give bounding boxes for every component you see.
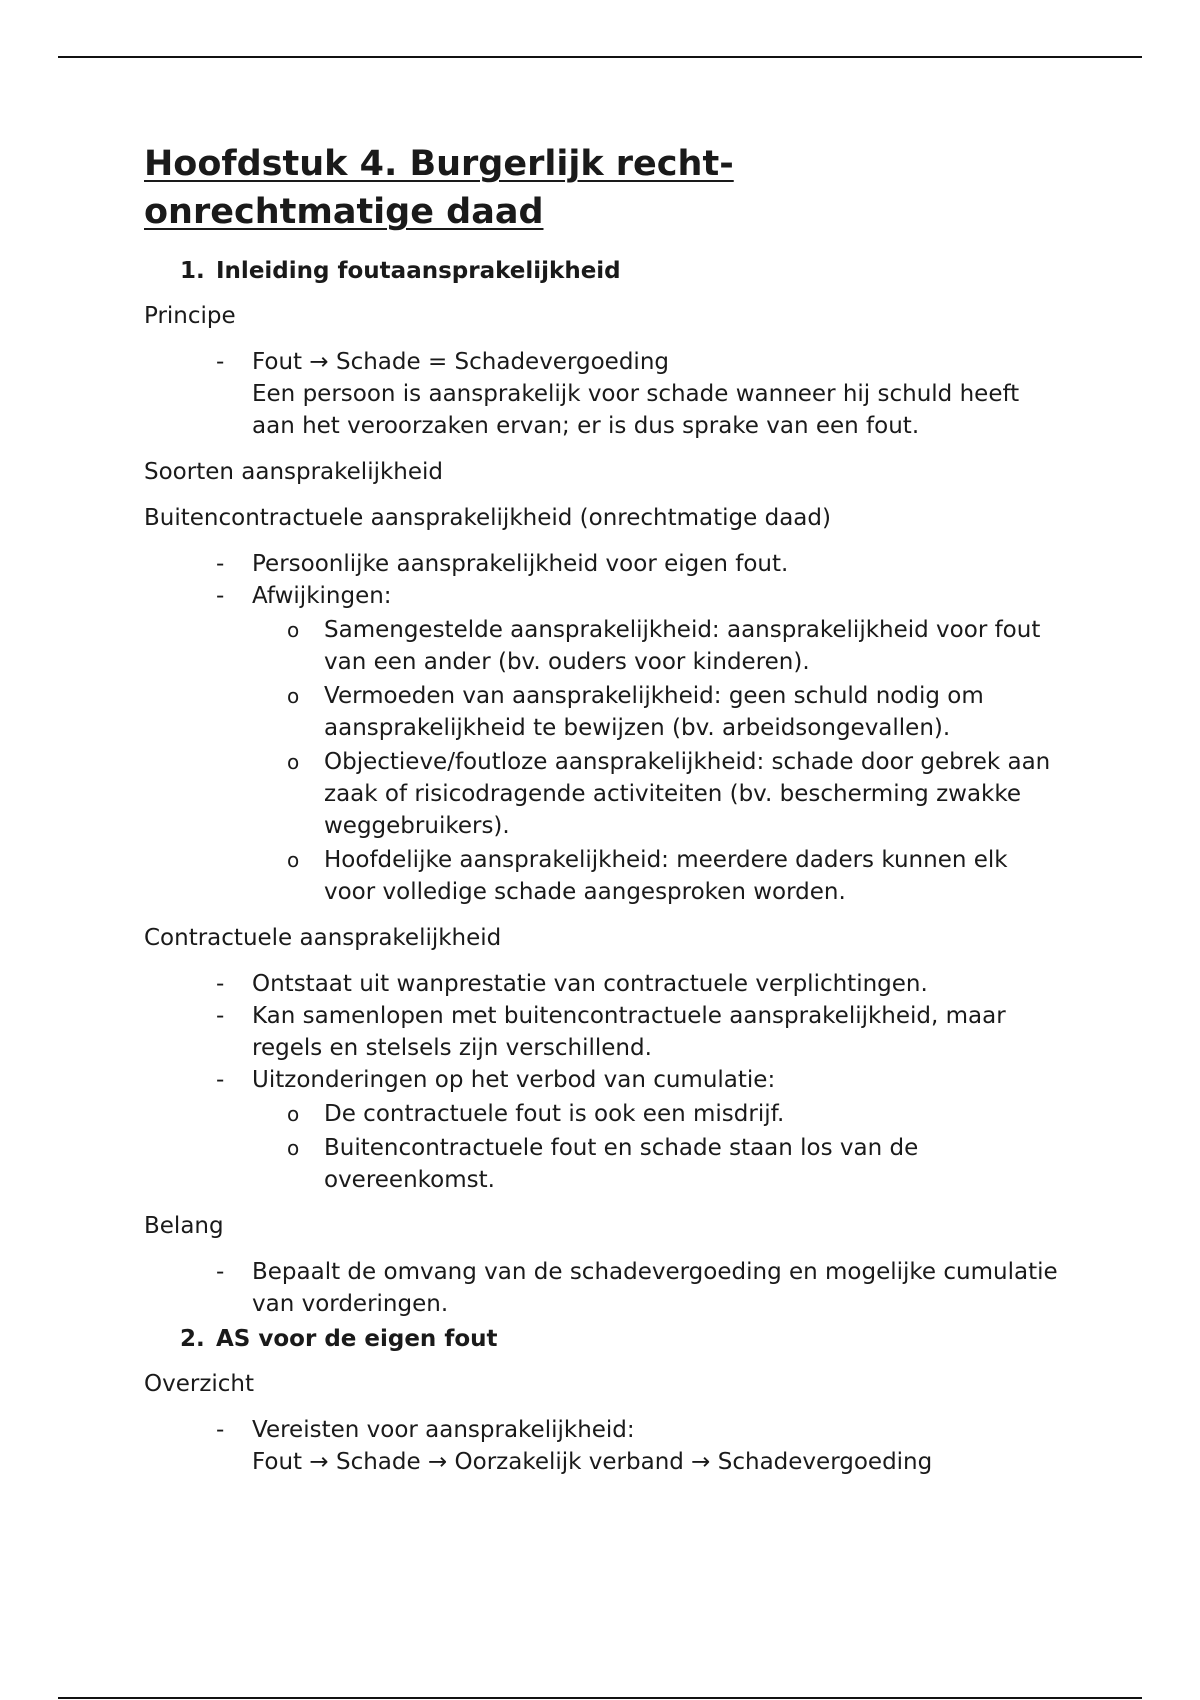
- subheading-belang: Belang: [144, 1213, 224, 1239]
- list-item: [144, 1000, 1064, 1064]
- section-number: 1.: [180, 258, 205, 284]
- dash-bullet: -: [216, 583, 225, 609]
- circle-bullet: o: [287, 750, 300, 774]
- principe-list: [144, 346, 1064, 442]
- list-item: [144, 968, 1064, 1000]
- list-item-text: Vereisten voor aansprakelijkheid:: [252, 1417, 635, 1443]
- chapter-title: [144, 140, 1064, 236]
- subheading-soorten: Soorten aansprakelijkheid: [144, 459, 444, 485]
- chapter-title-line2: onrechtmatige daad: [144, 192, 544, 232]
- afwijkingen-sublist: [252, 614, 1064, 908]
- circle-bullet: o: [287, 1102, 300, 1126]
- section-heading-1: [180, 256, 1064, 286]
- sublist-item: [252, 614, 1064, 678]
- list-item-text: Uitzonderingen op het verbod van cumulatie:: [252, 1067, 776, 1093]
- subheading-buitencontractueel: Buitencontractuele aansprakelijkheid (onrechtmatige daad): [144, 505, 831, 531]
- list-item: [144, 1256, 1064, 1320]
- list-item-text: Fout → Schade = Schadevergoeding: [252, 349, 669, 375]
- list-item: [144, 548, 1064, 580]
- circle-bullet: o: [287, 618, 300, 642]
- list-item: [144, 580, 1064, 908]
- sublist-item: [252, 1098, 1064, 1130]
- sublist-item-text: Buitencontractuele fout en schade staan los van de overeenkomst.: [324, 1135, 919, 1193]
- section-heading-text: Inleiding foutaansprakelijkheid: [216, 258, 621, 284]
- chapter-title-line1: Hoofdstuk 4. Burgerlijk recht-: [144, 144, 734, 184]
- dash-bullet: -: [216, 349, 225, 375]
- list-item: [144, 1064, 1064, 1196]
- list-item-text: Afwijkingen:: [252, 583, 392, 609]
- circle-bullet: o: [287, 684, 300, 708]
- sublist-item-text: Vermoeden van aansprakelijkheid: geen schuld nodig om aansprakelijkheid te bewijzen (bv. arbeidsongevallen).: [324, 683, 984, 741]
- list-item-text: Bepaalt de omvang van de schadevergoeding en mogelijke cumulatie van vorderingen.: [252, 1259, 1058, 1317]
- subheading-contractueel: Contractuele aansprakelijkheid: [144, 925, 502, 951]
- dash-bullet: -: [216, 971, 225, 997]
- document-body: [144, 140, 1064, 1478]
- circle-bullet: o: [287, 848, 300, 872]
- list-item-text: Ontstaat uit wanprestatie van contractuele verplichtingen.: [252, 971, 928, 997]
- sublist-item: [252, 746, 1064, 842]
- overzicht-list: [144, 1414, 1064, 1478]
- dash-bullet: -: [216, 1417, 225, 1443]
- subheading-principe: Principe: [144, 303, 236, 329]
- sublist-item-text: De contractuele fout is ook een misdrijf.: [324, 1101, 785, 1127]
- top-divider: [58, 56, 1142, 58]
- subheading-overzicht: Overzicht: [144, 1371, 255, 1397]
- buitencontractueel-list: [144, 548, 1064, 908]
- dash-bullet: -: [216, 551, 225, 577]
- belang-list: [144, 1256, 1064, 1320]
- list-item-text: Kan samenlopen met buitencontractuele aansprakelijkheid, maar regels en stelsels zijn verschillend.: [252, 1003, 1006, 1061]
- list-item-text: Een persoon is aansprakelijk voor schade wanneer hij schuld heeft aan het veroorzaken ervan; er is dus sprake van een fout.: [252, 381, 1020, 439]
- list-item: [144, 1414, 1064, 1478]
- sublist-item-text: Samengestelde aansprakelijkheid: aansprakelijkheid voor fout van een ander (bv. ouders voor kinderen).: [324, 617, 1041, 675]
- list-item-text: Fout → Schade → Oorzakelijk verband → Schadevergoeding: [252, 1449, 933, 1475]
- uitzonderingen-sublist: [252, 1098, 1064, 1196]
- circle-bullet: o: [287, 1136, 300, 1160]
- sublist-item-text: Objectieve/foutloze aansprakelijkheid: schade door gebrek aan zaak of risicodragende activiteiten (bv. bescherming zwakke weggebruikers).: [324, 749, 1051, 839]
- section-heading-2: [180, 1324, 1064, 1354]
- sublist-item: [252, 1132, 1064, 1196]
- sublist-item-text: Hoofdelijke aansprakelijkheid: meerdere daders kunnen elk voor volledige schade aangesproken worden.: [324, 847, 1008, 905]
- sublist-item: [252, 844, 1064, 908]
- contractueel-list: [144, 968, 1064, 1196]
- dash-bullet: -: [216, 1067, 225, 1093]
- dash-bullet: -: [216, 1259, 225, 1285]
- section-number: 2.: [180, 1326, 205, 1352]
- sublist-item: [252, 680, 1064, 744]
- bottom-divider: [58, 1697, 1142, 1699]
- dash-bullet: -: [216, 1003, 225, 1029]
- section-heading-text: AS voor de eigen fout: [216, 1326, 498, 1352]
- list-item: [144, 346, 1064, 442]
- list-item-text: Persoonlijke aansprakelijkheid voor eigen fout.: [252, 551, 789, 577]
